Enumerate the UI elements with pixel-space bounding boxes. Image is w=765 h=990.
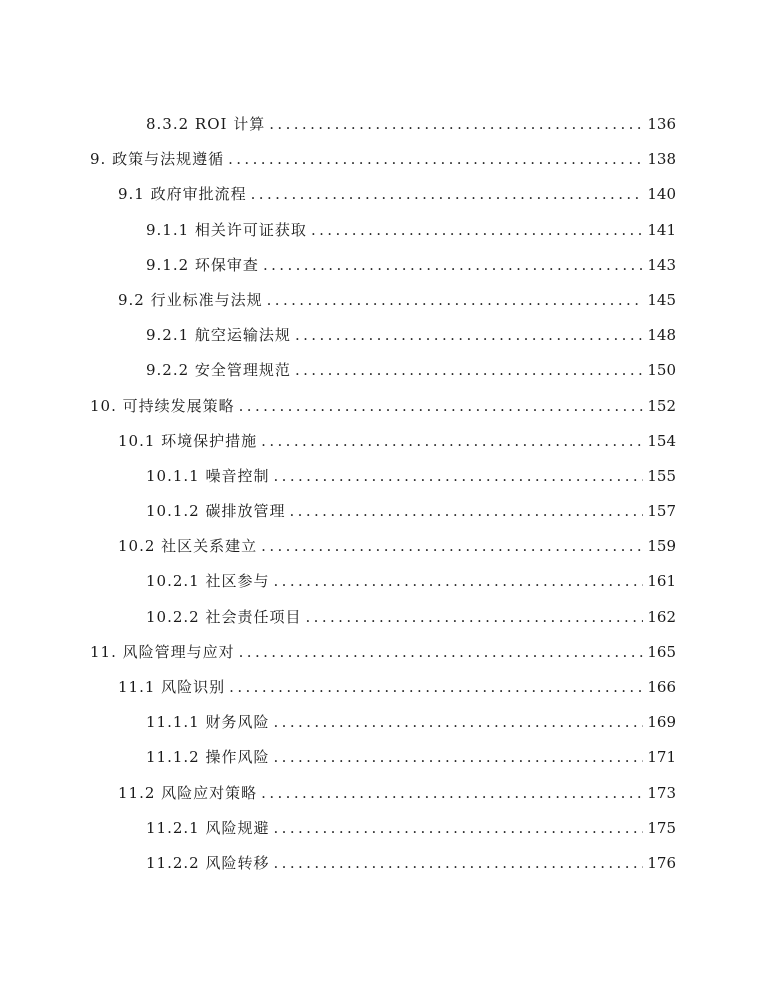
toc-leader-dots: [239, 635, 644, 670]
toc-leader-dots: [261, 776, 643, 811]
toc-leader-dots: [273, 459, 643, 494]
toc-entry-page: 141: [647, 220, 676, 239]
toc-entry-page: 140: [647, 185, 676, 204]
toc-entry[interactable]: [0, 811, 765, 846]
toc-entry-title: 11.2.2 风险转移: [146, 853, 270, 872]
toc-entry-title: 10.2.2 社会责任项目: [146, 607, 302, 626]
toc-leader-dots: [229, 670, 643, 705]
toc-entry[interactable]: [0, 248, 765, 283]
toc-entry[interactable]: [0, 459, 765, 494]
toc-entry[interactable]: [0, 670, 765, 705]
toc-leader-dots: [273, 564, 643, 599]
toc-entry-title: 9.2 行业标准与法规: [118, 290, 263, 309]
toc-entry-title: 8.3.2 ROI 计算: [146, 115, 266, 133]
toc-entry-page: 138: [647, 150, 676, 169]
toc-entry-page: 176: [647, 853, 676, 872]
toc-entry-title: 10. 可持续发展策略: [90, 396, 235, 415]
toc-entry-page: 155: [647, 466, 676, 485]
toc-entry-title: 9.2.1 航空运输法规: [146, 326, 291, 345]
toc-entry-page: 165: [647, 642, 676, 661]
toc-entry-page: 173: [647, 783, 676, 802]
toc-entry[interactable]: [0, 529, 765, 564]
toc-leader-dots: [261, 424, 643, 459]
toc-entry-page: 157: [647, 502, 676, 521]
toc-entry-page: 152: [647, 396, 676, 415]
toc-leader-dots: [263, 248, 643, 283]
toc-entry[interactable]: [0, 213, 765, 248]
toc-entry-page: 169: [647, 713, 676, 732]
toc-entry-title: 9.1 政府审批流程: [118, 185, 247, 204]
toc-entry[interactable]: [0, 635, 765, 670]
toc-entry-title: 10.2.1 社区参与: [146, 572, 270, 591]
toc-leader-dots: [239, 389, 644, 424]
toc-entry[interactable]: [0, 389, 765, 424]
toc-entry-title: 10.1.2 碳排放管理: [146, 502, 286, 521]
toc-leader-dots: [251, 177, 644, 212]
toc-leader-dots: [295, 353, 643, 388]
toc-leader-dots: [295, 318, 643, 353]
toc-leader-dots: [273, 740, 643, 775]
toc-entry-title: 11.1 风险识别: [118, 678, 226, 696]
toc-entry-page: 154: [647, 431, 676, 450]
toc-entry[interactable]: [0, 283, 765, 318]
toc-leader-dots: [267, 283, 644, 318]
toc-entry-title: 9.1.1 相关许可证获取: [146, 220, 307, 239]
toc-leader-dots: [289, 494, 643, 529]
toc-entry-title: 9. 政策与法规遵循: [90, 150, 225, 169]
toc-entry[interactable]: [0, 600, 765, 635]
toc-entry-title: 10.1 环境保护措施: [118, 431, 258, 450]
toc-entry-page: 166: [647, 678, 676, 696]
toc-entry[interactable]: [0, 494, 765, 529]
toc-entry-title: 11.1.1 财务风险: [146, 713, 270, 732]
toc-entry-page: 175: [647, 818, 676, 837]
toc-entry[interactable]: [0, 846, 765, 881]
toc-leader-dots: [261, 529, 643, 564]
toc-entry-page: 159: [647, 537, 676, 556]
toc-entry-title: 11.2 风险应对策略: [118, 783, 258, 802]
toc-leader-dots: [269, 107, 643, 142]
toc-leader-dots: [311, 213, 643, 248]
toc-entry-title: 9.1.2 环保审查: [146, 255, 259, 274]
toc-entry-title: 11.2.1 风险规避: [146, 818, 270, 837]
toc-entry[interactable]: [0, 740, 765, 775]
toc-entry[interactable]: [0, 424, 765, 459]
toc-entry-page: 143: [647, 255, 676, 274]
toc-entry-page: 162: [647, 607, 676, 626]
toc-entry[interactable]: [0, 564, 765, 599]
toc-entry-page: 161: [647, 572, 676, 591]
toc-entry-page: 148: [647, 326, 676, 345]
toc-entry[interactable]: [0, 177, 765, 212]
toc-entry[interactable]: [0, 142, 765, 177]
toc-leader-dots: [305, 600, 643, 635]
toc-entry-title: 9.2.2 安全管理规范: [146, 361, 291, 380]
toc-entry-page: 171: [647, 748, 676, 767]
toc-entry[interactable]: [0, 353, 765, 388]
toc-entry-title: 11. 风险管理与应对: [90, 642, 235, 661]
toc-entry-title: 11.1.2 操作风险: [146, 748, 270, 767]
toc-entry[interactable]: [0, 705, 765, 740]
toc-entry[interactable]: [0, 107, 765, 142]
toc-entry-title: 10.2 社区关系建立: [118, 537, 258, 556]
toc-entry-page: 145: [647, 290, 676, 309]
toc-leader-dots: [273, 846, 643, 881]
toc-entry-page: 150: [647, 361, 676, 380]
toc-leader-dots: [273, 705, 643, 740]
toc-entry-title: 10.1.1 噪音控制: [146, 466, 270, 485]
toc-entry[interactable]: [0, 776, 765, 811]
toc-entry-page: 136: [647, 115, 676, 133]
toc-leader-dots: [273, 811, 643, 846]
table-of-contents: [0, 107, 765, 881]
toc-entry[interactable]: [0, 318, 765, 353]
toc-leader-dots: [228, 142, 643, 177]
